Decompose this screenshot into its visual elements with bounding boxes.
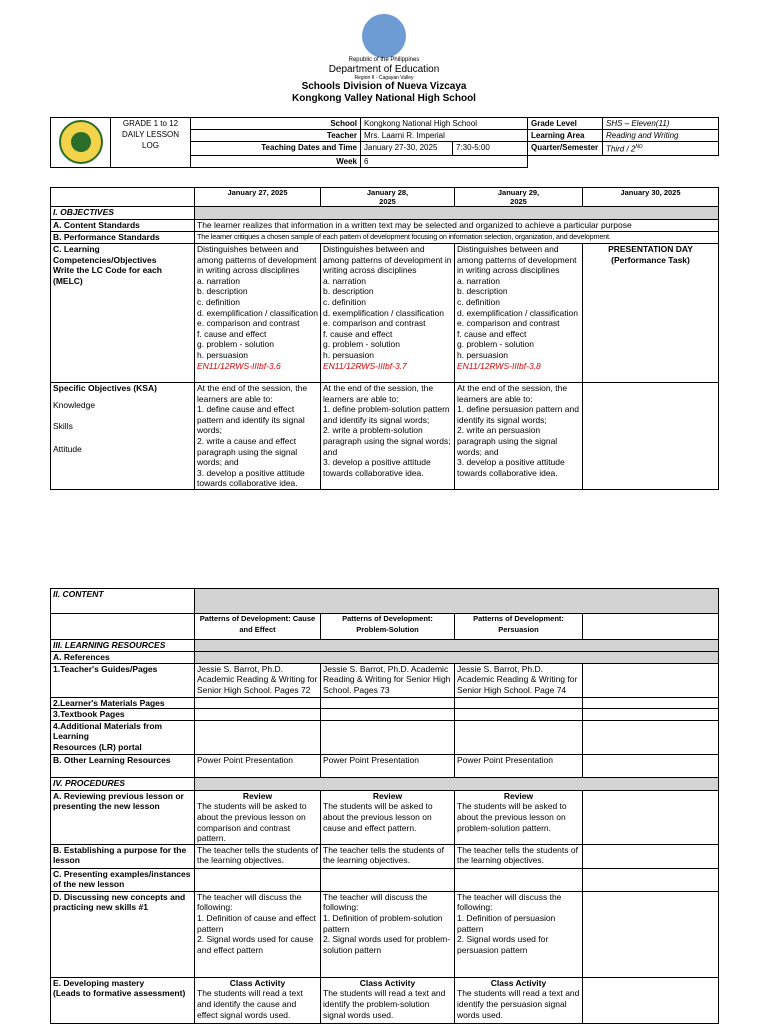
procedures-table	[50, 588, 719, 1024]
region-text: Region II - Cagayan Valley	[354, 75, 414, 81]
info-table	[50, 117, 719, 168]
resources-heading: III. LEARNING RESOURCES	[51, 640, 195, 652]
teaching-time-value: 7:30-5:00	[453, 142, 528, 156]
presentation-day: PRESENTATION DAY (Performance Task)	[583, 244, 719, 383]
references-shade	[195, 652, 719, 664]
week-label: Week	[191, 155, 361, 167]
content-shade	[195, 589, 719, 614]
ksa-skills: Skills	[53, 421, 73, 432]
division-text: Schools Division of Nueva Vizcaya	[301, 81, 467, 92]
day1-activity: Class Activity The students will read a text and identify the cause and effect signal words used.	[195, 977, 321, 1023]
day4-date: January 30, 2025	[583, 188, 719, 207]
school-title: Kongkong Valley National High School	[292, 93, 476, 104]
content-standards-label: A. Content Standards	[51, 220, 195, 232]
week-value: 6	[361, 155, 528, 167]
day2-other-resource: Power Point Presentation	[321, 754, 455, 777]
blank-cell	[51, 188, 195, 207]
developing-mastery-label: E. Developing mastery (Leads to formative assessment)	[51, 977, 195, 1023]
day1-topic: Patterns of Development: Cause and Effect	[195, 614, 321, 640]
day1-other-resource: Power Point Presentation	[195, 754, 321, 777]
content-heading: II. CONTENT	[51, 589, 195, 614]
day1-competencies: Distinguishes between and among patterns of development in writing across disciplines a. narration b. description c. definition d. exemplification / classification e. comparison and contrast f. cause and effect g. problem - solution h. persuasion EN11/12RWS-IIIbf-3.6	[195, 244, 321, 383]
empty-cell	[528, 155, 719, 167]
day2-ksa: At the end of the session, the learners are able to: 1. define problem-solution pattern and identify its signal words; 2. write a problem-solution paragraph using the signal words; and 3. develop a positive attitude towards collaborative idea.	[321, 383, 455, 490]
purpose-label: B. Establishing a purpose for the lesson	[51, 844, 195, 868]
day1-review: Review The students will be asked to about the previous lesson on comparison and contrast pattern.	[195, 790, 321, 844]
procedures-shade	[195, 777, 719, 790]
department-text: Department of Education	[328, 64, 440, 75]
objectives-shade	[195, 207, 719, 220]
performance-standards-label: B. Performance Standards	[51, 232, 195, 244]
teacher-label: Teacher	[191, 130, 361, 142]
grade-level-label: Grade Level	[528, 118, 603, 130]
day4-ksa	[583, 383, 719, 490]
day2-topic: Patterns of Development: Problem-Solution	[321, 614, 455, 640]
objectives-table	[50, 187, 719, 490]
resources-shade	[195, 640, 719, 652]
day2-lc-code: EN11/12RWS-IIIbf-3.7	[323, 360, 407, 371]
teaching-dates-value: January 27-30, 2025	[361, 142, 453, 156]
day3-ksa: At the end of the session, the learners are able to: 1. define persuasion pattern and identify its signal words; 2. write an persuasion paragraph using the signal words; and 3. develop a positive attitude towards collaborative idea.	[455, 383, 583, 490]
day1-discussion: The teacher will discuss the following: 1. Definition of cause and effect pattern 2. Signal words used for cause and effect pattern	[195, 891, 321, 977]
day2-purpose: The teacher tells the students of the learning objectives.	[321, 844, 455, 868]
school-logo-cell	[51, 118, 111, 168]
performance-standards-value: The learner critiques a chosen sample of each pattern of development focusing on information selection, organization, and development.	[195, 232, 719, 244]
day3-topic: Patterns of Development: Persuasion	[455, 614, 583, 640]
day1-date: January 27, 2025	[195, 188, 321, 207]
day2-date: January 28, 2025	[321, 188, 455, 207]
quarter-value: Third / 2ND	[603, 142, 719, 156]
discussing-label: D. Discussing new concepts and practicing new skills #1	[51, 891, 195, 977]
content-standards-value: The learner realizes that information in a written text may be selected and organized to achieve a particular purpose	[195, 220, 719, 232]
quarter-label: Quarter/Semester	[528, 142, 603, 156]
ksa-attitude: Attitude	[53, 443, 82, 454]
examples-label: C. Presenting examples/instances of the new lesson	[51, 868, 195, 891]
day2-activity: Class Activity The students will read a text and identify the problem-solution signal words used.	[321, 977, 455, 1023]
school-logo	[59, 120, 103, 164]
learners-materials-label: 2.Learner's Materials Pages	[51, 697, 195, 709]
school-label: School	[191, 118, 361, 130]
grade-level-value: SHS – Eleven(11)	[603, 118, 719, 130]
procedures-heading: IV. PROCEDURES	[51, 777, 195, 790]
learning-area-value: Reading and Writing	[603, 130, 719, 142]
day2-competencies: Distinguishes between and among patterns of development in writing across disciplines a. narration b. description c. definition d. exemplification / classification e. comparison and contrast f. cause and effect g. problem - solution h. persuasion EN11/12RWS-IIIbf-3.7	[321, 244, 455, 383]
day3-competencies: Distinguishes between and among patterns of development in writing across disciplines a. narration b. description c. definition d. exemplification / classification e. comparison and contrast f. cause and effect g. problem - solution h. persuasion EN11/12RWS-IIIbf-3.8	[455, 244, 583, 383]
day3-other-resource: Power Point Presentation	[455, 754, 583, 777]
textbook-pages-label: 3.Textbook Pages	[51, 709, 195, 721]
references-label: A. References	[51, 652, 195, 664]
teacher-value: Mrs. Laarni R. Imperial	[361, 130, 528, 142]
day3-review: Review The students will be asked to about the previous lesson on problem-solution pattern.	[455, 790, 583, 844]
day3-purpose: The teacher tells the students of the learning objectives.	[455, 844, 583, 868]
day1-ksa: At the end of the session, the learners are able to: 1. define cause and effect pattern and identify its signal words; 2. write a cause and effect paragraph using the signal words; and 3. develop a positive attitude towards collaborative idea.	[195, 383, 321, 490]
teachers-guides-label: 1.Teacher's Guides/Pages	[51, 663, 195, 697]
day3-date: January 29, 2025	[455, 188, 583, 207]
reviewing-label: A. Reviewing previous lesson or presenting the new lesson	[51, 790, 195, 844]
competencies-label: C. Learning Competencies/Objectives Write the LC Code for each (MELC)	[51, 244, 195, 383]
blank-cell	[51, 614, 195, 640]
teaching-dates-label: Teaching Dates and Time	[191, 142, 361, 156]
day3-activity: Class Activity The students will read a text and identify the persuasion signal words used.	[455, 977, 583, 1023]
ksa-label-cell	[51, 383, 195, 490]
day2-review: Review The students will be asked to about the previous lesson on cause and effect pattern.	[321, 790, 455, 844]
day2-discussion: The teacher will discuss the following: 1. Definition of problem-solution pattern 2. Signal words used for problem-solution pattern	[321, 891, 455, 977]
lr-portal-label: 4.Additional Materials from Learning Resources (LR) portal	[51, 720, 195, 754]
day3-lc-code: EN11/12RWS-IIIbf-3.8	[457, 360, 541, 371]
day1-teachers-guide: Jessie S. Barrot, Ph.D. Academic Reading & Writing for Senior High School. Pages 72	[195, 663, 321, 697]
day2-teachers-guide: Jessie S. Barrot, Ph.D. Academic Reading & Writing for Senior High School. Pages 73	[321, 663, 455, 697]
school-value: Kongkong National High School	[361, 118, 528, 130]
ksa-knowledge: Knowledge	[53, 399, 96, 410]
day4-topic	[583, 614, 719, 640]
objectives-heading: I. OBJECTIVES	[51, 207, 195, 220]
day1-lc-code: EN11/12RWS-IIIbf-3.6	[197, 360, 281, 371]
dll-title: GRADE 1 to 12 DAILY LESSON LOG	[111, 118, 191, 168]
other-resources-label: B. Other Learning Resources	[51, 754, 195, 777]
ksa-label: Specific Objectives (KSA)	[53, 383, 157, 393]
day3-teachers-guide: Jessie S. Barrot, Ph.D. Academic Reading & Writing for Senior High School. Page 74	[455, 663, 583, 697]
republic-text: Republic of the Philippines	[348, 57, 420, 63]
learning-area-label: Learning Area	[528, 130, 603, 142]
deped-seal	[362, 14, 406, 58]
day1-purpose: The teacher tells the students of the learning objectives.	[195, 844, 321, 868]
day3-discussion: The teacher will discuss the following: 1. Definition of persuasion pattern 2. Signal words used for persuasion pattern	[455, 891, 583, 977]
